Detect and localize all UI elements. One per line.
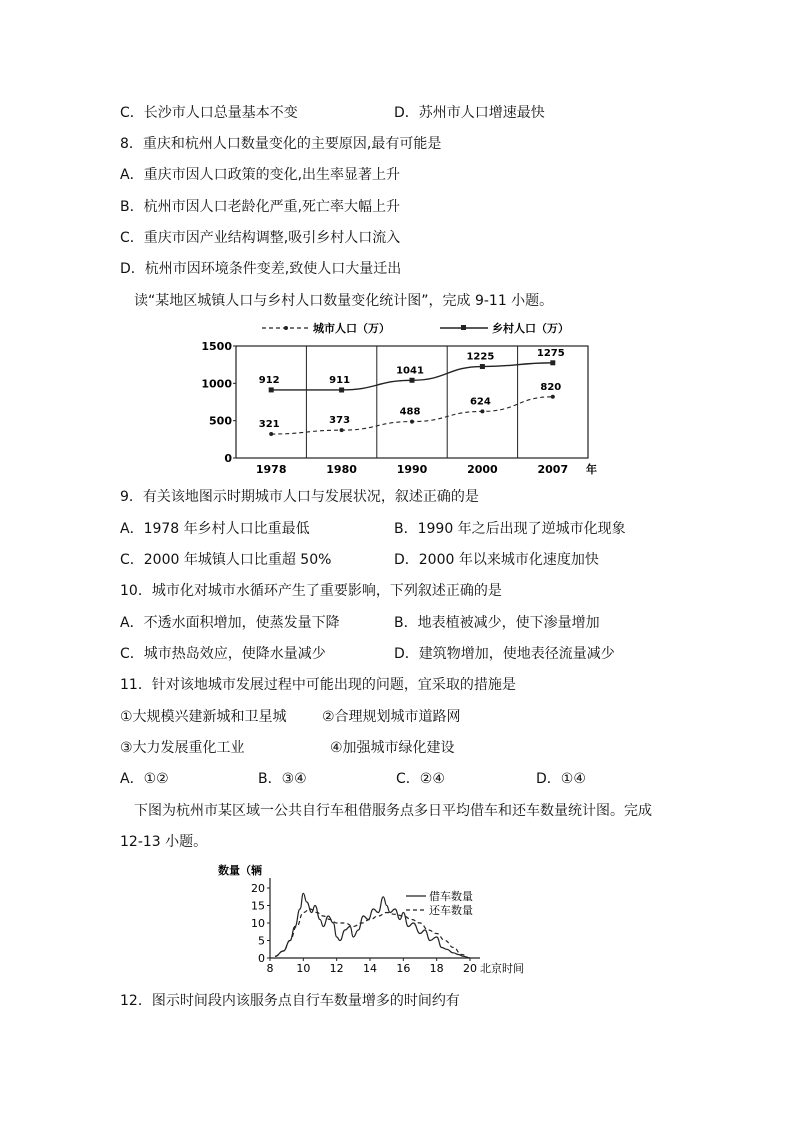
bike-legend [406, 889, 473, 917]
q11-statement-4: ④加强城市绿化建设 [330, 740, 455, 756]
q11-stem: 11．针对该地城市发展过程中可能出现的问题，宜采取的措施是 [120, 677, 516, 693]
population-legend [262, 321, 569, 335]
data-label: 1275 [536, 347, 565, 359]
q9-option-d: D．2000 年以来城市化速度加快 [394, 552, 599, 568]
q10-option-a: A．不透水面积增加，使蒸发量下降 [120, 615, 340, 631]
y-tick-label: 20 [251, 882, 265, 895]
q9-option-c: C．2000 年城镇人口比重超 50% [120, 552, 332, 568]
q7-option-d: D．苏州市人口增速最快 [394, 105, 545, 121]
q11-option-d: D．①④ [536, 771, 586, 787]
legend-rural-label: 乡村人口（万） [492, 322, 569, 335]
rural-point [269, 387, 274, 392]
x-tick-label: 10 [296, 962, 311, 975]
population-chart [201, 318, 610, 480]
q12-stem: 12．图示时间段内该服务点自行车数量增多的时间约有 [120, 993, 460, 1009]
q11-statement-2: ②合理规划城市道路网 [322, 709, 461, 725]
data-label: 373 [329, 415, 351, 427]
q7-option-c: C．长沙市人口总量基本不变 [120, 105, 298, 121]
data-label: 488 [399, 406, 421, 418]
data-label: 1041 [396, 365, 424, 377]
data-label: 911 [329, 374, 351, 386]
x-tick-label: 2007 [537, 463, 569, 476]
q8-option-a: A．重庆市因人口政策的变化,出生率显著上升 [120, 167, 401, 183]
x-tick-label: 20 [463, 962, 477, 975]
urban-point [480, 409, 484, 413]
rural-point [480, 364, 485, 369]
y-tick-label: 1500 [201, 340, 232, 353]
data-label: 820 [540, 381, 562, 393]
urban-point [551, 395, 555, 399]
y-tick-label: 0 [224, 452, 232, 465]
bike-chart [212, 858, 542, 980]
data-label: 912 [258, 374, 280, 386]
x-tick-label: 1980 [326, 463, 357, 476]
intro-chart2-line1: 下图为杭州市某区域一公共自行车租借服务点多日平均借车和还车数量统计图。完成 [134, 803, 652, 819]
rural-point [339, 387, 344, 392]
y-tick-label: 500 [209, 414, 232, 428]
legend-borrow-label: 借车数量 [429, 890, 473, 903]
data-label: 624 [469, 396, 491, 408]
y-tick-label: 10 [251, 917, 265, 930]
q9-option-a: A．1978 年乡村人口比重最低 [120, 521, 310, 537]
q9-option-b: B．1990 年之后出现了逆城市化现象 [394, 521, 626, 537]
q10-option-c: C．城市热岛效应，使降水量减少 [120, 646, 326, 662]
x-tick-label: 16 [396, 962, 411, 975]
x-tick-label: 12 [329, 962, 344, 975]
x-tick-label: 18 [429, 962, 444, 975]
bike-x-axis-label: 北京时间 [480, 962, 524, 975]
x-unit-label: 年 [586, 463, 597, 476]
x-tick-label: 1978 [255, 463, 287, 476]
q11-option-c: C．②④ [396, 771, 445, 787]
x-tick-label: 2000 [467, 463, 498, 476]
x-tick-label: 1990 [396, 463, 428, 476]
urban-point [410, 420, 414, 424]
q10-option-d: D．建筑物增加，使地表径流量减少 [394, 646, 615, 662]
y-tick-label: 0 [258, 952, 265, 965]
rural-point [410, 378, 415, 383]
x-tick-label: 14 [363, 962, 377, 975]
y-tick-label: 1000 [201, 377, 232, 391]
legend-return-label: 还车数量 [429, 904, 473, 917]
borrow-series-line [275, 893, 470, 958]
q11-statement-1: ①大规模兴建新城和卫星城 [120, 709, 287, 725]
rural-point [550, 360, 555, 365]
bike-y-axis-label: 数量（辆 [218, 864, 262, 877]
q8-option-c: C．重庆市因产业结构调整,吸引乡村人口流入 [120, 230, 401, 246]
y-tick-label: 5 [258, 934, 265, 948]
q8-option-d: D．杭州市因环境条件变差,致使人口大量迁出 [120, 261, 402, 277]
q10-option-b: B．地表植被减少，使下渗量增加 [394, 615, 600, 631]
q11-option-a: A．①② [120, 771, 169, 787]
q11-option-b: B．③④ [258, 771, 307, 787]
x-tick-label: 8 [266, 962, 274, 975]
urban-point [269, 432, 273, 436]
intro-chart1: 读“某地区城镇人口与乡村人口数量变化统计图”，完成 9-11 小题。 [134, 293, 554, 309]
data-label: 1225 [466, 351, 495, 363]
q8-option-b: B．杭州市因人口老龄化严重,死亡率大幅上升 [120, 199, 401, 215]
intro-chart2-line2: 12-13 小题。 [120, 834, 208, 850]
urban-point [340, 428, 344, 432]
data-label: 321 [258, 419, 280, 431]
legend-urban-label: 城市人口（万） [313, 322, 390, 335]
q11-statement-3: ③大力发展重化工业 [120, 740, 245, 756]
q10-stem: 10．城市化对城市水循环产生了重要影响，下列叙述正确的是 [120, 583, 502, 599]
q8-stem: 8．重庆和杭州人口数量变化的主要原因,最有可能是 [120, 136, 442, 152]
q9-stem: 9．有关该地图示时期城市人口与发展状况，叙述正确的是 [120, 489, 479, 505]
y-tick-label: 15 [251, 899, 265, 913]
